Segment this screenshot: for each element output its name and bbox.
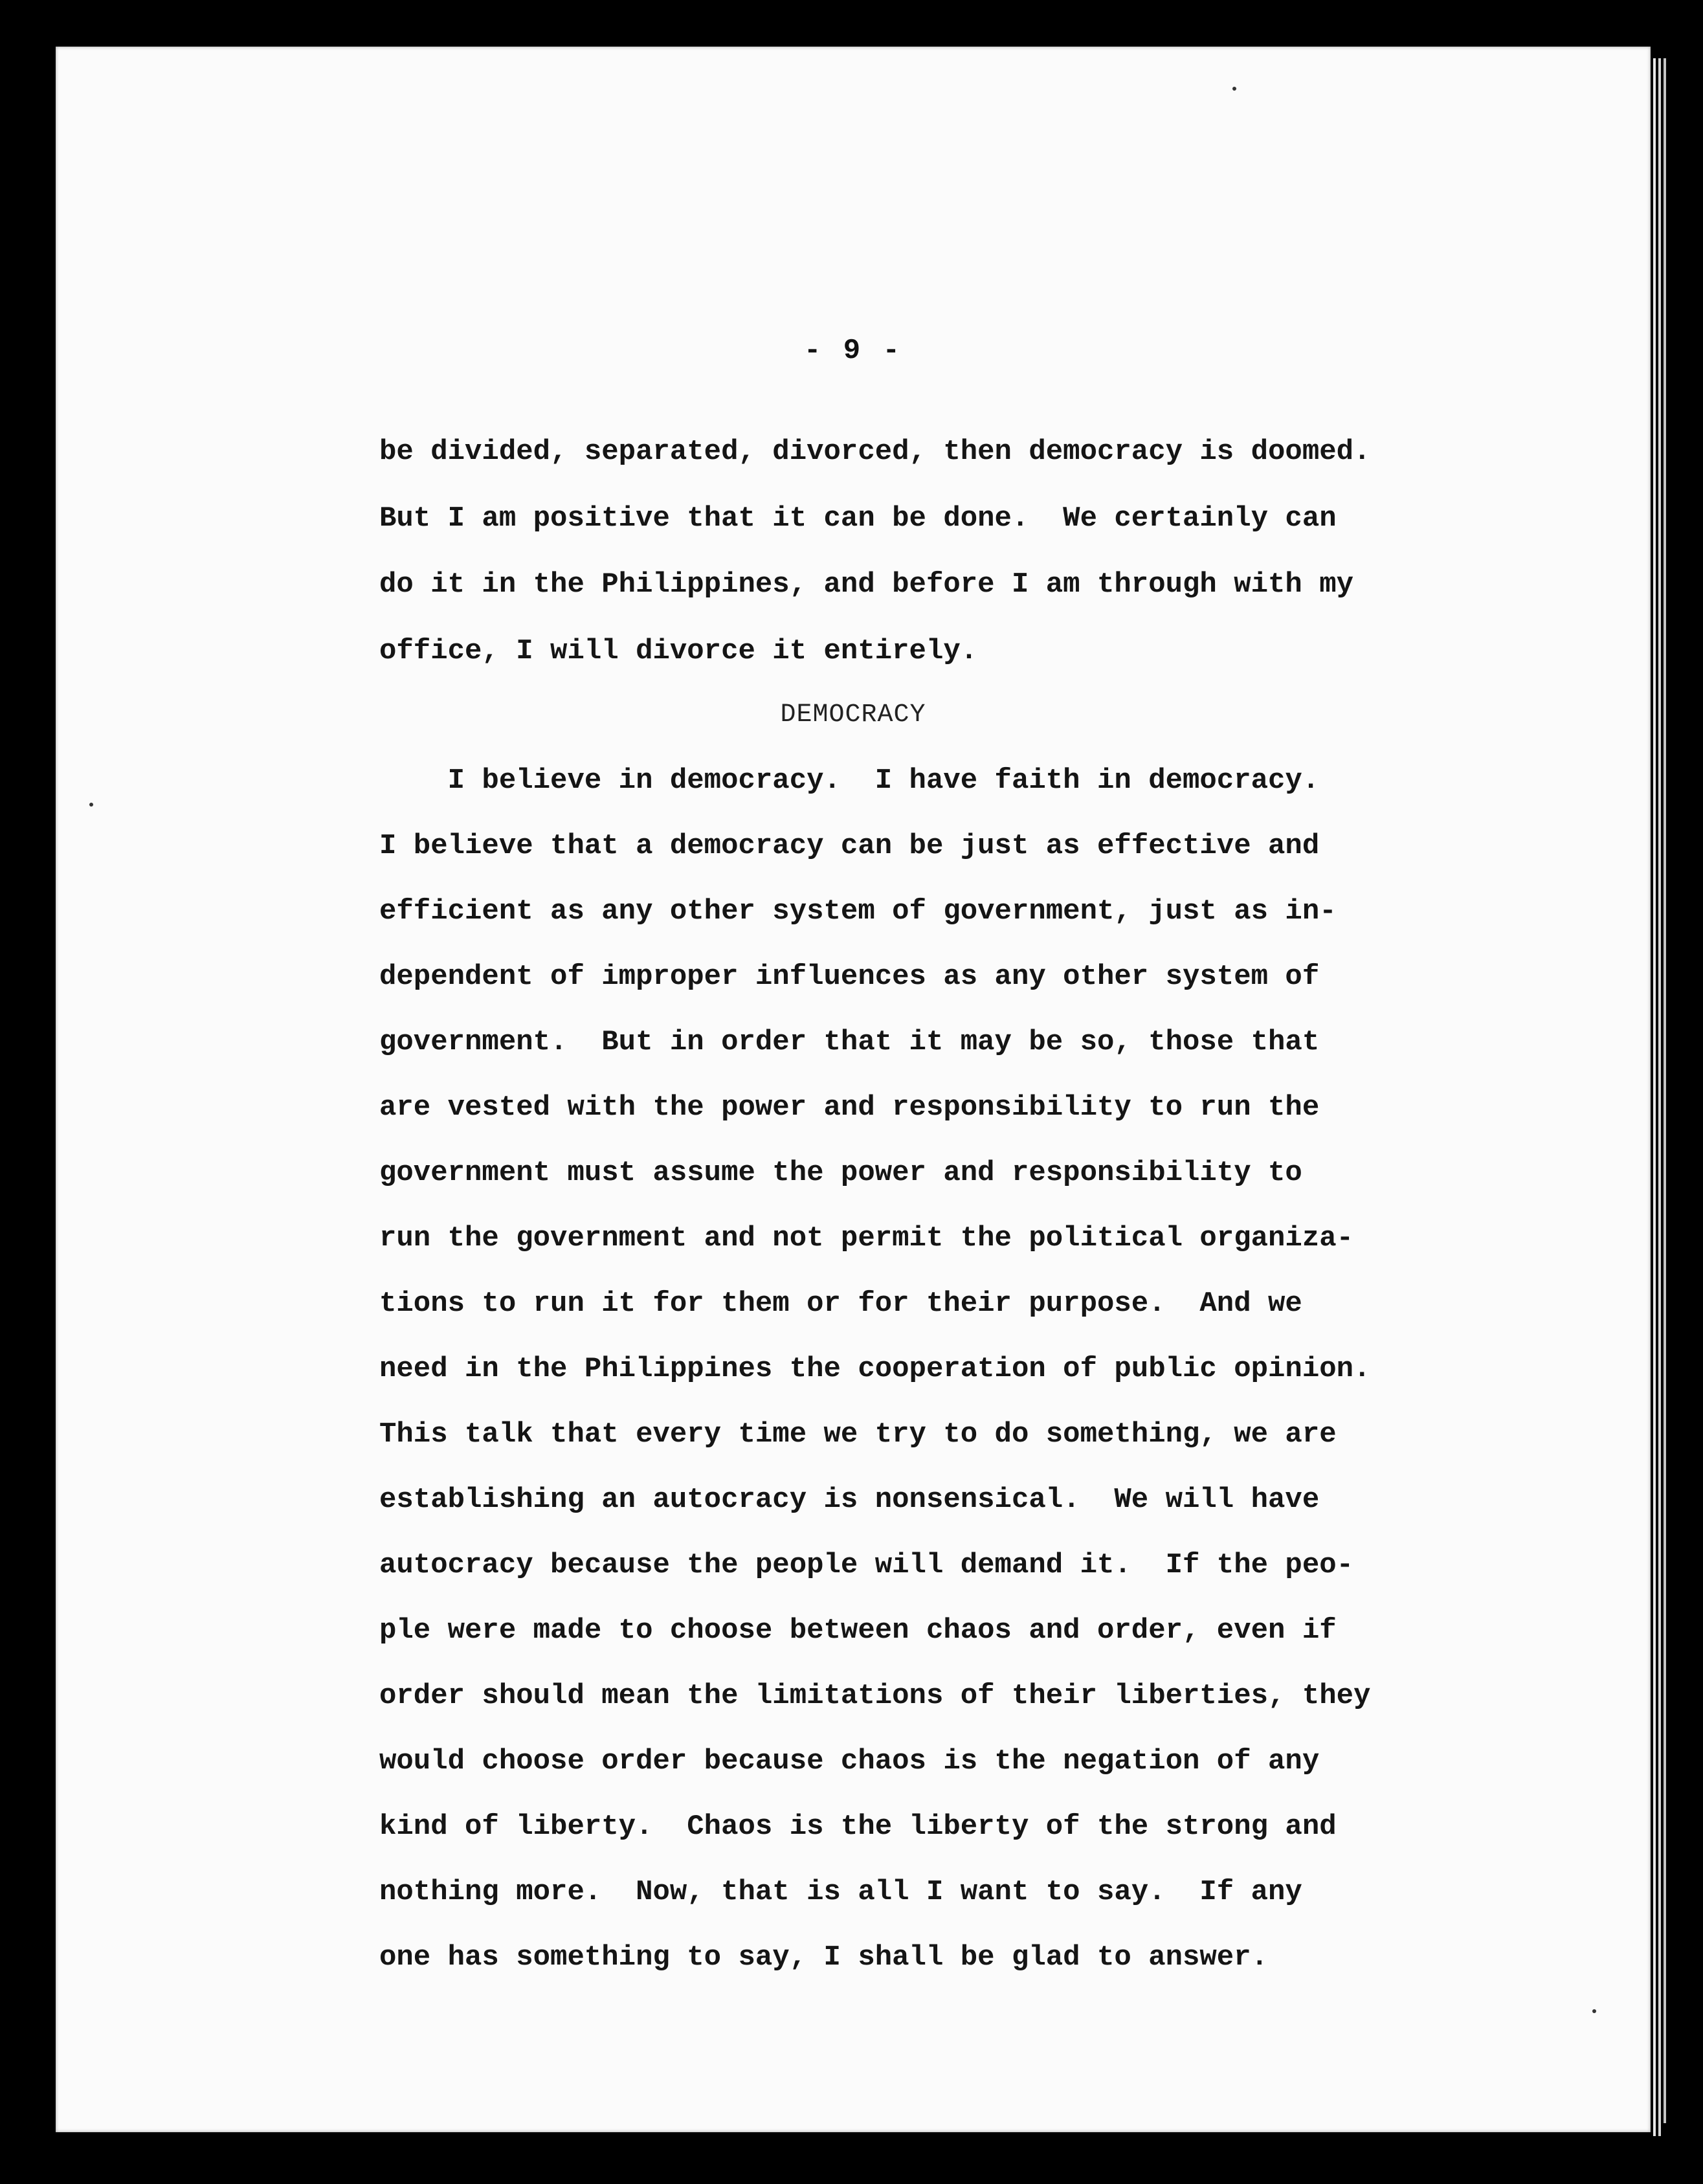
page-stack-edge xyxy=(1664,58,1666,2123)
document-page xyxy=(56,47,1651,2132)
text-line: I believe that a democracy can be just as effective and xyxy=(379,830,1320,862)
scan-speck xyxy=(1592,2009,1596,2013)
scan-speck xyxy=(1232,87,1236,91)
text-line: ple were made to choose between chaos and order, even if xyxy=(379,1614,1337,1647)
text-line: do it in the Philippines, and before I am through with my xyxy=(379,568,1354,601)
text-line: autocracy because the people will demand it. If the peo- xyxy=(379,1549,1354,1581)
section-heading: DEMOCRACY xyxy=(780,700,926,730)
text-line: one has something to say, I shall be glad to answer. xyxy=(379,1941,1269,1974)
text-line: are vested with the power and responsibility to run the xyxy=(379,1091,1320,1124)
text-line: tions to run it for them or for their purpose. And we xyxy=(379,1287,1302,1320)
text-line: office, I will divorce it entirely. xyxy=(379,635,978,667)
text-line: But I am positive that it can be done. We certainly can xyxy=(379,502,1337,535)
text-line: government must assume the power and responsibility to xyxy=(379,1157,1302,1189)
text-line: nothing more. Now, that is all I want to say. If any xyxy=(379,1876,1302,1908)
text-line: establishing an autocracy is nonsensical. We will have xyxy=(379,1484,1320,1516)
page-number: - 9 - xyxy=(803,335,903,367)
text-line: run the government and not permit the political organiza- xyxy=(379,1222,1354,1254)
text-line: This talk that every time we try to do something, we are xyxy=(379,1418,1337,1451)
text-line: efficient as any other system of government, just as in- xyxy=(379,895,1337,928)
text-line: order should mean the limitations of their liberties, they xyxy=(379,1680,1371,1712)
text-line: dependent of improper influences as any other system of xyxy=(379,961,1320,993)
text-line: be divided, separated, divorced, then democracy is doomed. xyxy=(379,436,1371,468)
text-line: need in the Philippines the cooperation of public opinion. xyxy=(379,1353,1371,1385)
text-line: kind of liberty. Chaos is the liberty of the strong and xyxy=(379,1811,1337,1843)
text-line: government. But in order that it may be so, those that xyxy=(379,1026,1320,1058)
text-line: would choose order because chaos is the negation of any xyxy=(379,1745,1320,1777)
scan-speck xyxy=(89,803,93,807)
text-line: I believe in democracy. I have faith in democracy. xyxy=(379,764,1320,797)
page-stack-edge xyxy=(1658,58,1661,2136)
page-stack-edge xyxy=(1653,58,1656,2136)
